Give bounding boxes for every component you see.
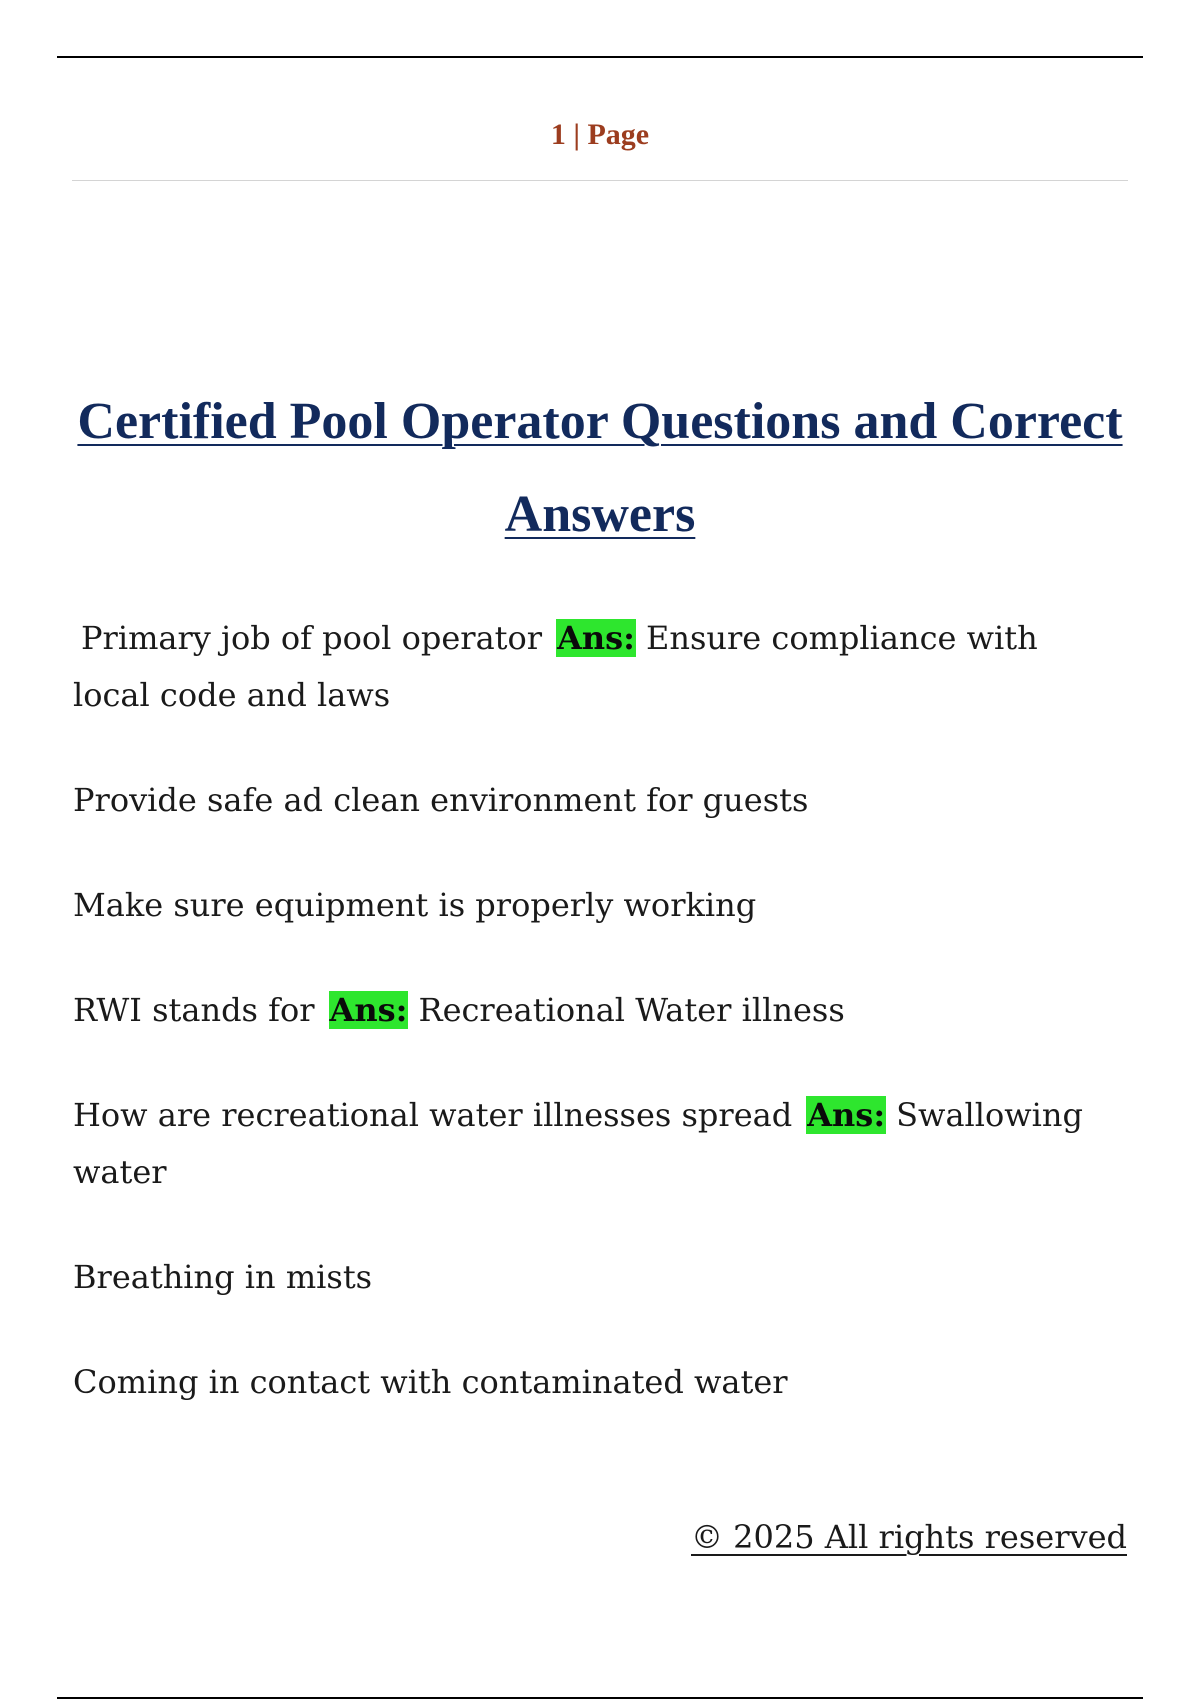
answer-text: Swallowing water	[73, 1096, 1083, 1191]
qa-item	[73, 982, 1113, 1039]
bottom-rule	[57, 1697, 1143, 1699]
answer-label: Ans:	[807, 1096, 886, 1134]
answer-line: Breathing in mists	[73, 1258, 373, 1296]
answer-text: Recreational Water illness	[418, 991, 845, 1029]
question-text: RWI stands for	[73, 991, 315, 1029]
answer-line: Coming in contact with contaminated water	[73, 1363, 788, 1401]
header-divider	[72, 180, 1128, 181]
answer-label: Ans:	[557, 619, 635, 657]
page-number-header: 1 | Page	[550, 118, 650, 151]
question-text: Primary job of pool operator	[81, 619, 543, 657]
document-title: Certified Pool Operator Questions and Correct Answers	[77, 393, 1123, 543]
answer-line: Provide safe ad clean environment for guests	[73, 781, 809, 819]
answer-label: Ans:	[329, 991, 408, 1029]
answer-line: Make sure equipment is properly working	[73, 886, 757, 924]
qa-item	[73, 610, 1113, 724]
top-rule	[57, 56, 1143, 58]
question-text: How are recreational water illnesses spread	[73, 1096, 793, 1134]
qa-content	[73, 610, 1113, 1459]
qa-item	[73, 1087, 1113, 1201]
answer-text: Ensure compliance with local code and laws	[73, 619, 1038, 714]
copyright-notice: © 2025 All rights reserved	[691, 1518, 1127, 1556]
